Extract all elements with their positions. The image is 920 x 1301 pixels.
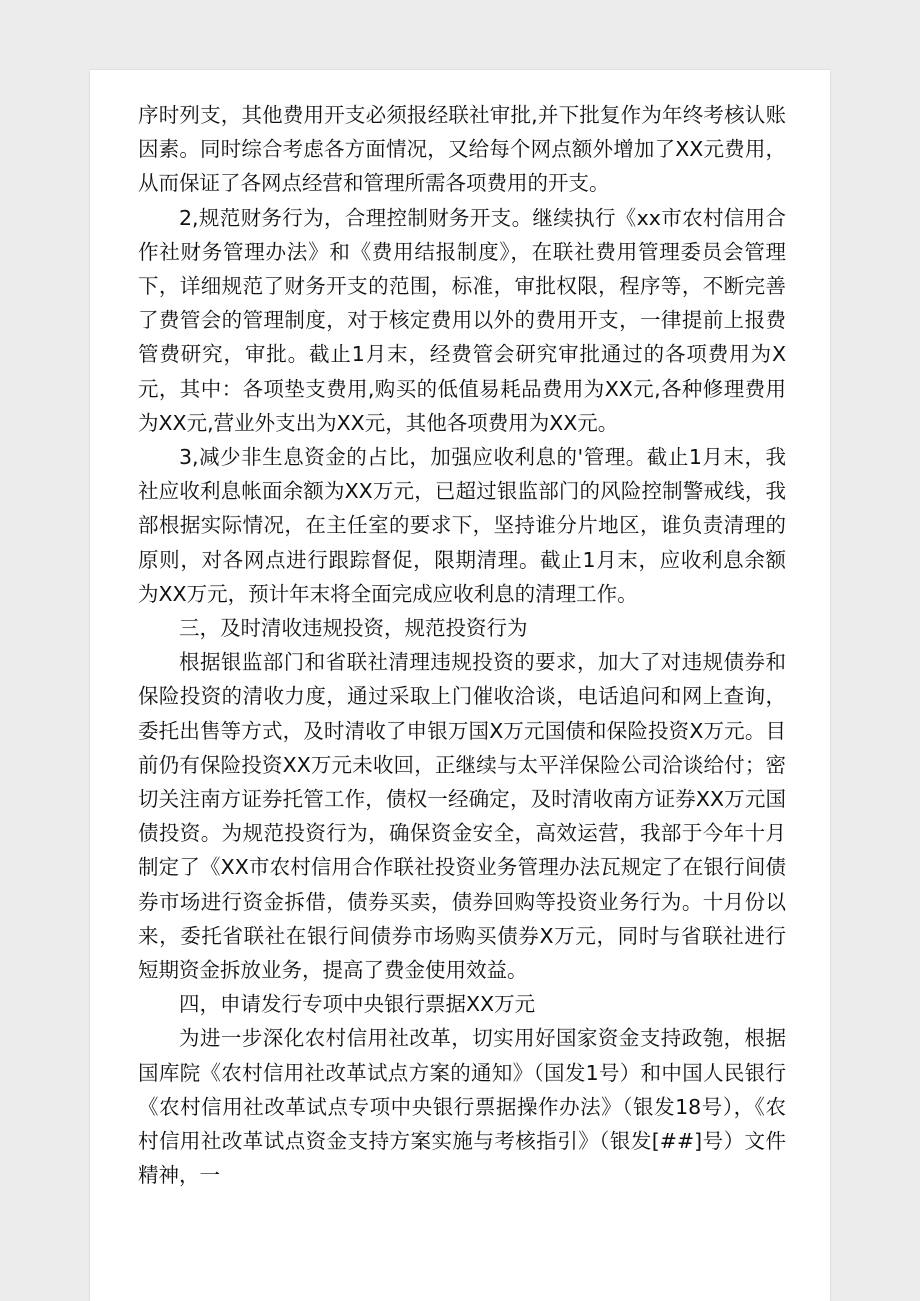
document-page <box>90 70 830 1301</box>
paragraph-continuation: 序时列支，其他费用开支必须报经联社审批,并下批复作为年终考核认账因素。同时综合考虑各方面情况，又给每个网点额外增加了XX元费用，从而保证了各网点经营和管理所需各项费用的开支。 <box>138 103 786 196</box>
paragraph-interest-receivable: 3,减少非生息资金的占比，加强应收利息的'管理。截止1月末，我社应收利息帐面余额为XX万元，已超过银监部门的风险控制警戒线，我部根据实际情况，在主任室的要求下，坚持谁分片地区，谁负责清理的原则，对各网点进行跟踪督促，限期清理。截止1月末，应收利息余额为XX万元，预计年末将全面完成应收利息的清理工作。 <box>138 445 786 606</box>
paragraph-reform-support: 为进一步深化农村信用社改革，切实用好国家资金支持政匏，根据国库院《农村信用社改革试点方案的通知》（国发1号）和中国人民银行《农村信用社改革试点专项中央银行票据操作办法》（银发18号），《农村信用社改革试点资金支持方案实施与考核指引》（银发[##]号）文件精神，一 <box>138 1026 786 1188</box>
paragraph-investment-recovery: 根据银监部门和省联社清理违规投资的要求，加大了对违规债券和保险投资的清收力度，通过采取上门催收洽谈，电话追问和网上查询，委托出售等方式，及时清收了申银万国X万元国债和保险投资X万元。目前仍有保险投资XX万元未收回，正继续与太平洋保险公司洽谈给付；密切关注南方证券托管工作，债权一经确定，及时清收南方证券XX万元国债投资。为规范投资行为，确保资金安全，高效运营，我部于今年十月制定了《XX市农村信用合作联社投资业务管理办法瓦规定了在银行间债券市场进行资金拆借，债券买卖，债券回购等投资业务行为。十月份以来，委托省联社在银行间债券市场购买债券X万元，同时与省联社进行短期资金拆放业务，提高了费金使用效益。 <box>138 650 786 983</box>
section-heading-investment: 三，及时清收违规投资，规范投资行为 <box>179 616 528 641</box>
section-heading-central-bank-bills: 四，申请发行专项中央银行票据XX万元 <box>179 992 536 1017</box>
paragraph-financial-conduct: 2,规范财务行为，合理控制财务开支。继续执行《xx市农村信用合作社财务管理办法》和《费用结报制度》，在联社费用管理委员会管理下，详细规范了财务开支的范围，标准，审批权限，程序等，不断完善了费管会的管理制度，对于核定费用以外的费用开支，一律提前上报费管费研究，审批。截止1月末，经费管会研究审批通过的各项费用为X元，其中：各项垫支费用,购买的低值易耗品费用为XX元,各种修理费用为XX元,营业外支出为XX元，其他各项费用为XX元。 <box>138 205 786 435</box>
document-body <box>138 98 786 1193</box>
